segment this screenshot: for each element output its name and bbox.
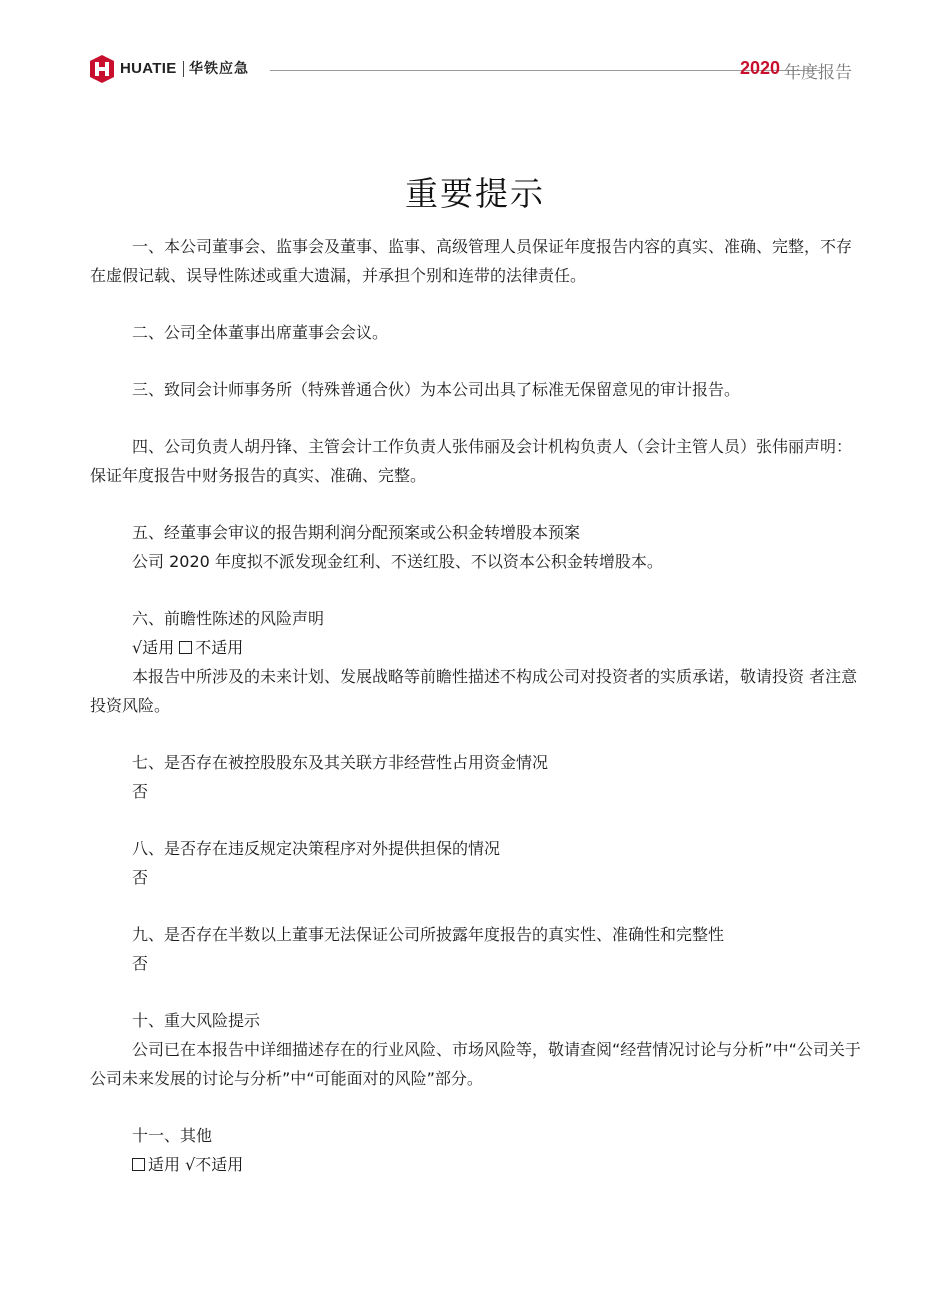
applicable-checked-label: √适用 (132, 638, 175, 657)
brand-divider (183, 61, 184, 77)
report-label: 年度报告 (784, 63, 852, 83)
report-year: 2020 (740, 58, 781, 78)
notice-item-8-body: 否 (132, 868, 149, 887)
notice-item-7-heading: 七、是否存在被控股股东及其关联方非经营性占用资金情况 (132, 753, 549, 772)
notice-item-5-body: 公司 2020 年度拟不派发现金红利、不送红股、不以资本公积金转增股本。 (132, 552, 663, 571)
notice-item-1: 一、本公司董事会、监事会及董事、监事、高级管理人员保证年度报告内容的真实、准确、完整，不存在虚假记载、误导性陈述或重大遗漏，并承担个别和连带的法律责任。 (90, 237, 853, 285)
notice-item-9-body: 否 (132, 954, 149, 973)
notice-item-6-applicability (90, 633, 865, 662)
notice-item-7-body: 否 (132, 782, 149, 801)
notice-item-6-heading: 六、前瞻性陈述的风险声明 (132, 609, 325, 628)
header-rule (270, 70, 820, 71)
brand-name-cn: 华铁应急 (189, 61, 249, 77)
notice-item-3: 三、致同会计师事务所（特殊普通合伙）为本公司出具了标准无保留意见的审计报告。 (132, 380, 741, 399)
huatie-logo-icon (90, 55, 114, 83)
not-applicable-checked-label: √不适用 (185, 1155, 244, 1174)
notice-item-11-heading: 十一、其他 (132, 1126, 213, 1145)
page-title: 重要提示 (405, 174, 545, 213)
page-header (90, 55, 860, 85)
checkbox-empty-icon (179, 641, 192, 654)
notice-body (90, 232, 865, 1179)
notice-item-10-body: 公司已在本报告中详细描述存在的行业风险、市场风险等，敬请查阅“经营情况讨论与分析”中“公司关于公司未来发展的讨论与分析”中“可能面对的风险”部分。 (90, 1040, 861, 1088)
applicable-label: 适用 (148, 1155, 181, 1174)
notice-item-4: 四、公司负责人胡丹锋、主管会计工作负责人张伟丽及会计机构负责人（会计主管人员）张伟丽声明：保证年度报告中财务报告的真实、准确、完整。 (90, 437, 853, 485)
not-applicable-label: 不适用 (195, 638, 244, 657)
notice-item-8-heading: 八、是否存在违反规定决策程序对外提供担保的情况 (132, 839, 501, 858)
notice-item-10-heading: 十、重大风险提示 (132, 1011, 261, 1030)
notice-item-2: 二、公司全体董事出席董事会会议。 (132, 323, 389, 342)
notice-item-11-applicability (90, 1150, 865, 1179)
checkbox-empty-icon (132, 1158, 145, 1171)
brand-name: HUATIE (120, 60, 177, 77)
notice-item-6-body: 本报告中所涉及的未来计划、发展战略等前瞻性描述不构成公司对投资者的实质承诺，敬请投资 者注意投资风险。 (90, 667, 858, 715)
notice-item-5-heading: 五、经董事会审议的报告期利润分配预案或公积金转增股本预案 (132, 523, 581, 542)
notice-item-9-heading: 九、是否存在半数以上董事无法保证公司所披露年度报告的真实性、准确性和完整性 (132, 925, 725, 944)
